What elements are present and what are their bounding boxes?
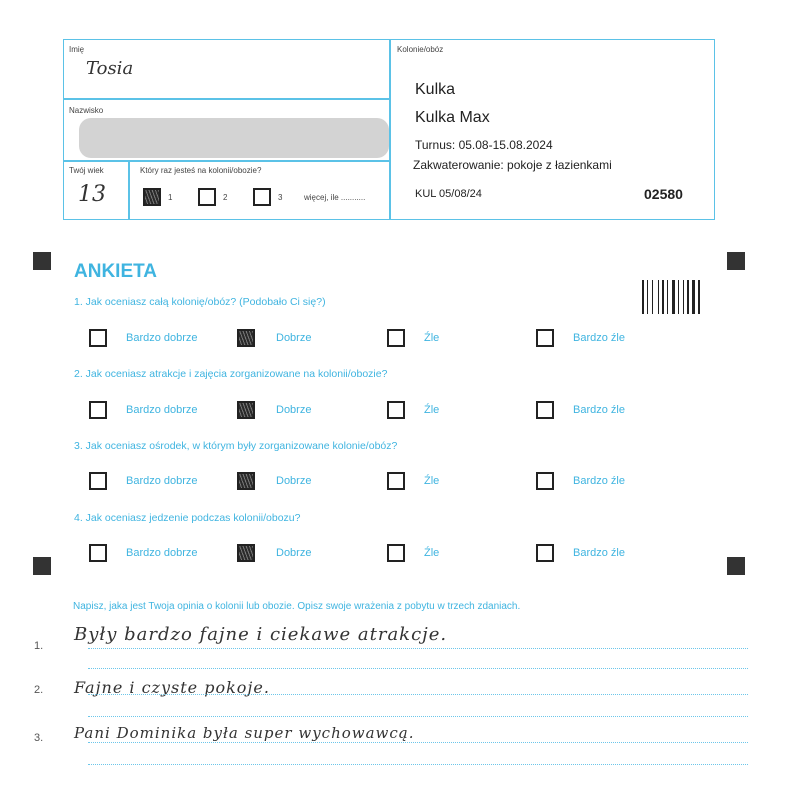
- q2-checkbox-4[interactable]: [536, 401, 554, 419]
- q3-checkbox-4[interactable]: [536, 472, 554, 490]
- registration-marker: [33, 252, 51, 270]
- barcode-bar: [698, 280, 700, 314]
- q4-checkbox-1[interactable]: [89, 544, 107, 562]
- barcode-bar: [662, 280, 664, 314]
- writing-line: [88, 668, 748, 669]
- question-text: 1. Jak oceniasz całą kolonię/obóz? (Podobało Ci się?): [74, 296, 326, 308]
- line-number: 2.: [34, 684, 44, 696]
- q2-checkbox-3[interactable]: [387, 401, 405, 419]
- q2-option-label: Dobrze: [276, 404, 312, 416]
- divider: [128, 160, 130, 219]
- visit-more: więcej, ile ...........: [304, 193, 366, 202]
- registration-marker: [727, 252, 745, 270]
- q3-checkbox-3[interactable]: [387, 472, 405, 490]
- barcode: [642, 280, 696, 314]
- barcode-bar: [678, 280, 679, 314]
- visit-option-3: 3: [278, 193, 283, 202]
- q1-option-label: Źle: [424, 332, 440, 344]
- q1-checkbox-4[interactable]: [536, 329, 554, 347]
- q1-option-label: Bardzo źle: [573, 332, 625, 344]
- redacted-surname: [79, 118, 389, 158]
- barcode-bar: [642, 280, 644, 314]
- writing-line: [88, 648, 748, 649]
- imie-value: Tosia: [86, 58, 134, 79]
- writing-line: [88, 764, 748, 765]
- q1-checkbox-1[interactable]: [89, 329, 107, 347]
- form-number: 02580: [644, 186, 683, 202]
- divider: [64, 98, 389, 100]
- q4-checkbox-4[interactable]: [536, 544, 554, 562]
- visit-option-1: 1: [168, 193, 173, 202]
- q1-checkbox-3[interactable]: [387, 329, 405, 347]
- q4-option-label: Bardzo dobrze: [126, 547, 198, 559]
- q3-checkbox-2[interactable]: [237, 472, 255, 490]
- wiek-label: Twój wiek: [69, 166, 104, 175]
- line-number: 3.: [34, 732, 44, 744]
- q4-option-label: Bardzo źle: [573, 547, 625, 559]
- barcode-bar: [652, 280, 653, 314]
- barcode-bar: [692, 280, 695, 314]
- q2-option-label: Bardzo dobrze: [126, 404, 198, 416]
- q2-checkbox-2[interactable]: [237, 401, 255, 419]
- visit-checkbox-3[interactable]: [253, 188, 271, 206]
- q2-option-label: Bardzo źle: [573, 404, 625, 416]
- nazwisko-label: Nazwisko: [69, 106, 104, 115]
- ktory-raz-label: Który raz jesteś na kolonii/obozie?: [140, 166, 262, 175]
- kolonie-sub: Kulka Max: [415, 109, 490, 126]
- q3-option-label: Bardzo dobrze: [126, 475, 198, 487]
- registration-marker: [33, 557, 51, 575]
- q4-option-label: Źle: [424, 547, 440, 559]
- writing-line: [88, 742, 748, 743]
- divider: [64, 160, 389, 162]
- turnus: Turnus: 05.08-15.08.2024: [415, 138, 553, 152]
- barcode-bar: [667, 280, 668, 314]
- q4-checkbox-2[interactable]: [237, 544, 255, 562]
- writing-line: [88, 716, 748, 717]
- question-text: 2. Jak oceniasz atrakcje i zajęcia zorganizowane na kolonii/obozie?: [74, 368, 388, 380]
- barcode-bar: [647, 280, 648, 314]
- registration-marker: [727, 557, 745, 575]
- q4-checkbox-3[interactable]: [387, 544, 405, 562]
- survey-title: ANKIETA: [74, 261, 158, 282]
- visit-checkbox-2[interactable]: [198, 188, 216, 206]
- q3-option-label: Bardzo źle: [573, 475, 625, 487]
- question-text: 3. Jak oceniasz ośrodek, w którym były zorganizowane kolonie/obóz?: [74, 440, 398, 452]
- barcode-bar: [683, 280, 684, 314]
- opinion-prompt: Napisz, jaka jest Twoja opinia o kolonii lub obozie. Opisz swoje wrażenia z pobytu w trzech zdaniach.: [73, 601, 521, 612]
- barcode-bar: [658, 280, 659, 314]
- writing-line: [88, 694, 748, 695]
- barcode-bar: [672, 280, 675, 314]
- line-number: 1.: [34, 640, 44, 652]
- q4-option-label: Dobrze: [276, 547, 312, 559]
- divider: [389, 40, 391, 219]
- q3-option-label: Źle: [424, 475, 440, 487]
- visit-option-2: 2: [223, 193, 228, 202]
- q3-option-label: Dobrze: [276, 475, 312, 487]
- kolonie-name: Kulka: [415, 81, 456, 98]
- answer-line-1[interactable]: Były bardzo fajne i ciekawe atrakcje.: [74, 624, 448, 645]
- q1-checkbox-2[interactable]: [237, 329, 255, 347]
- question-text: 4. Jak oceniasz jedzenie podczas kolonii/obozu?: [74, 512, 301, 524]
- q2-option-label: Źle: [424, 404, 440, 416]
- answer-line-2[interactable]: Fajne i czyste pokoje.: [74, 678, 270, 697]
- barcode-bar: [687, 280, 689, 314]
- q1-option-label: Bardzo dobrze: [126, 332, 198, 344]
- visit-checkbox-1[interactable]: [143, 188, 161, 206]
- q2-checkbox-1[interactable]: [89, 401, 107, 419]
- q1-option-label: Dobrze: [276, 332, 312, 344]
- zakwaterowanie: Zakwaterowanie: pokoje z łazienkami: [413, 158, 612, 172]
- imie-label: Imię: [69, 45, 85, 54]
- kolonie-label: Kolonie/obóz: [397, 45, 444, 54]
- wiek-value: 13: [78, 182, 106, 207]
- camp-code: KUL 05/08/24: [415, 188, 482, 200]
- answer-line-3[interactable]: Pani Dominika była super wychowawcą.: [74, 724, 415, 742]
- header-box: [63, 39, 715, 220]
- q3-checkbox-1[interactable]: [89, 472, 107, 490]
